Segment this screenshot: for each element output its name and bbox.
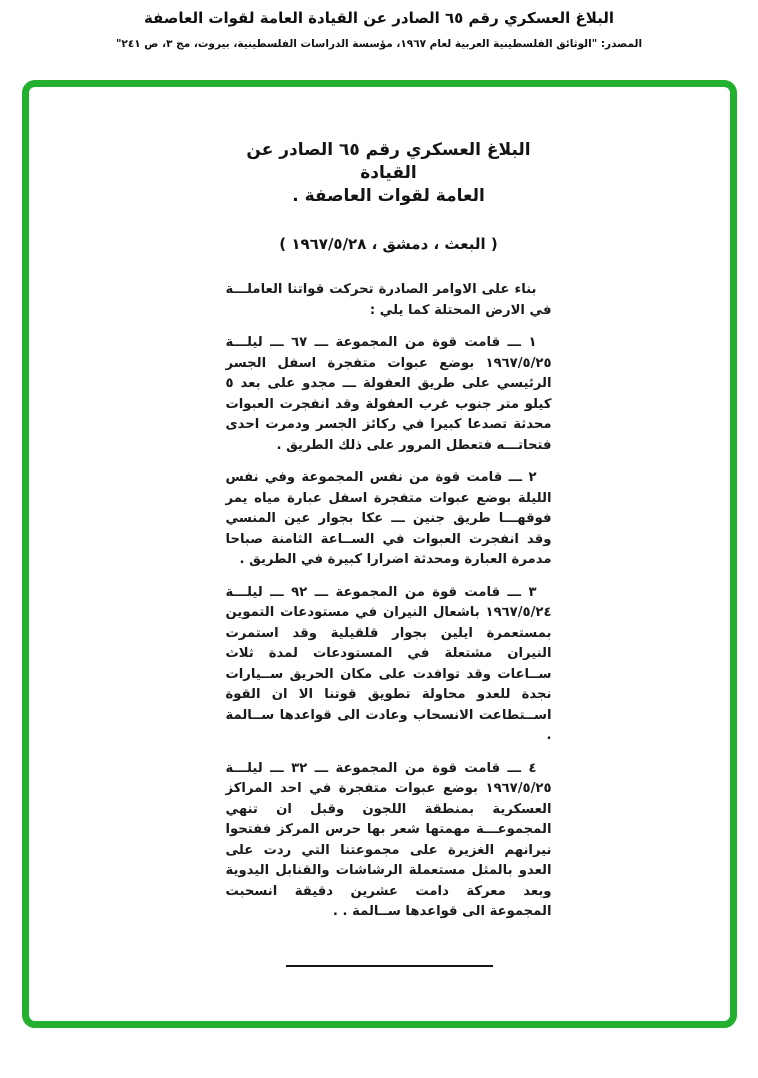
document-body	[226, 280, 552, 923]
document-title-line1: البلاغ العسكري رقم ٦٥ الصادر عن القيادة	[246, 140, 531, 183]
signature-rule	[286, 965, 493, 967]
header-source-citation: المصدر: "الوثائق الفلسطينية العربية لعام ١٩٦٧، مؤسسة الدراسات الفلسطينية، بيروت، مج ٣، ص ٢٤١"	[115, 38, 643, 50]
document-frame	[22, 80, 737, 1028]
page-header	[0, 7, 758, 50]
communique-item-2: ٢ ـــ قامت قوة من نفس المجموعة وفي نفس الليلة بوضع عبوات متفجرة اسفل عبارة مياه يمر فوقهـــا طريق جنين ـــ عكا بجوار عين المنسي وقد انفجرت العبوات في الســاعة الثامنة صباحا مدمرة العبارة ومحدثة اضرارا كبيرة في الطريق .	[225, 470, 552, 567]
document-dateline: ( البعث ، دمشق ، ١٩٦٧/٥/٢٨ )	[279, 235, 498, 253]
communique-item-3: ٣ ـــ قامت قوة من المجموعة ـــ ٩٢ ـــ ليلـــة ١٩٦٧/٥/٢٤ باشعال النيران في مستودعات التموين بمستعمرة ايلين بجوار قلقيلية وقد استمرت النيران مشتعلة في المستودعات لمدة ثلاث ســاعات وقد توافدت على مكان الحريق ســيارات نجدة للعدو محاولة تطويق قوتنا الا ان القوة اســتطاعت الانسحاب وعادت الى قواعدها ســالمة .	[225, 584, 552, 743]
document-title	[226, 139, 552, 208]
document-title-line2: العامة لقوات العاصفة .	[292, 186, 485, 206]
document-content	[226, 139, 552, 967]
intro-paragraph: بناء على الاوامر الصادرة تحركت قواتنا العاملـــة في الارض المحتلة كما يلي :	[225, 282, 552, 318]
communique-item-4: ٤ ـــ قامت قوة من المجموعة ـــ ٣٢ ـــ ليلـــة ١٩٦٧/٥/٢٥ بوضع عبوات متفجرة في احد المراكز العسكرية بمنطقة اللجون وقبل ان تنهي المجموعـــة مهمتها شعر بها حرس المركز ففتحوا نيرانهم الغزيرة على مجموعتنا التي ردت على العدو بالمثل مستعملة الرشاشات والقنابل اليدوية وبعد معركة دامت عشرين دقيقة انسحبت المجموعة الى قواعدها ســالمة . .	[225, 760, 552, 919]
header-title: البلاغ العسكري رقم ٦٥ الصادر عن القيادة العامة لقوات العاصفة	[143, 9, 615, 27]
communique-item-1: ١ ـــ قامت قوة من المجموعة ـــ ٦٧ ـــ ليلـــة ١٩٦٧/٥/٢٥ بوضع عبوات متفجرة اسفل الجسر الرئيسي على طريق العفولة ـــ مجدو على بعد ٥ كيلو متر جنوب غرب العفولة وقد انفجرت العبوات محدثة تصدعا كبيرا في ركائز الجسر ودمرت احدى فتحاتـــه فتعطل المرور على ذلك الطريق .	[225, 335, 552, 453]
